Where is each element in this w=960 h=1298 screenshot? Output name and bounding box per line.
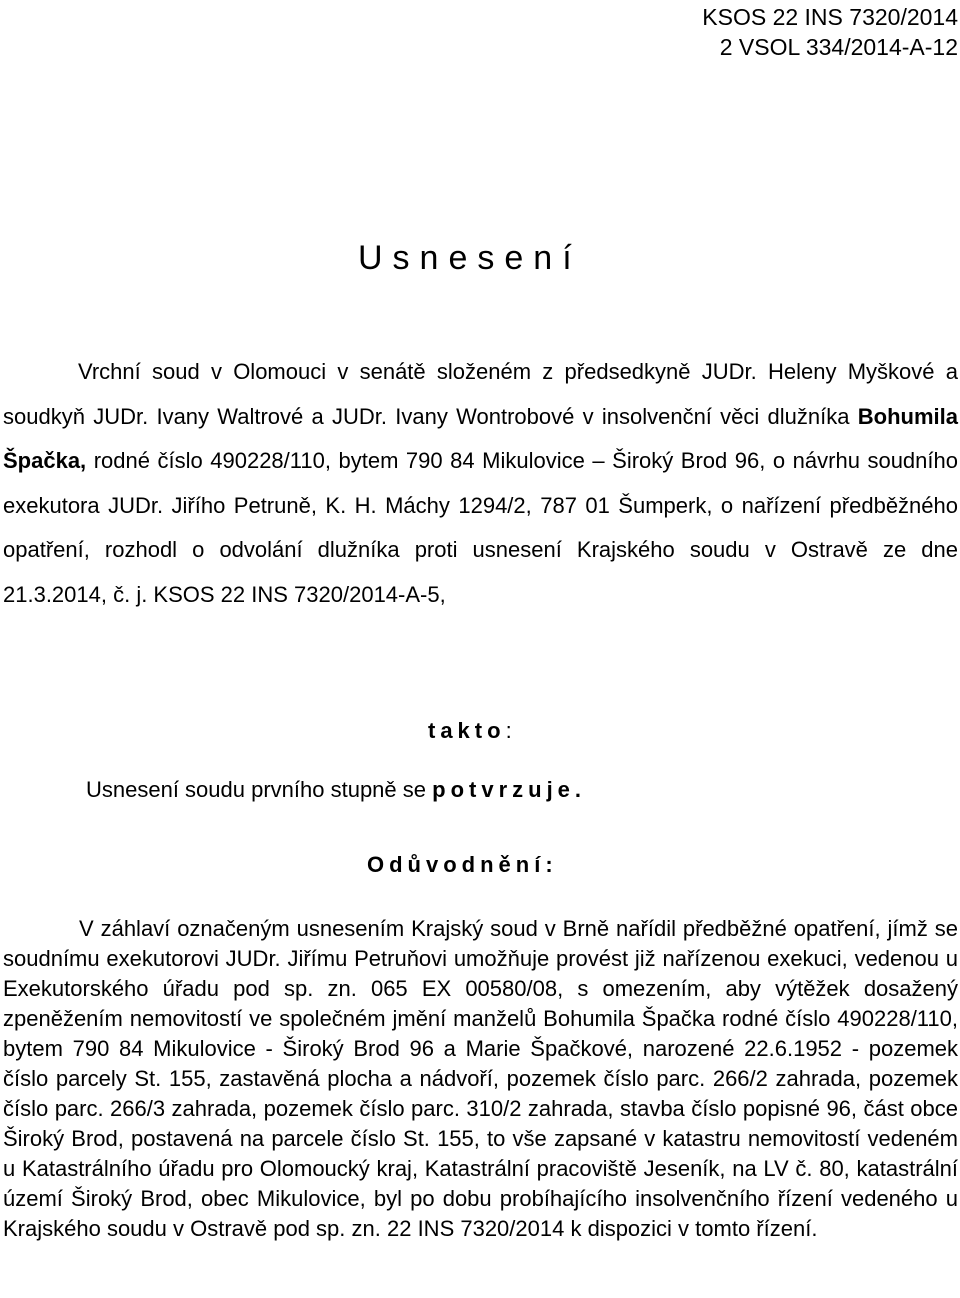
case-reference-2: 2 VSOL 334/2014-A-12	[719, 34, 958, 60]
debtor-name: Bohumila Špačka,	[3, 403, 958, 473]
intro-text-1: Vrchní soud v Olomouci v senátě složeném z předsedkyně JUDr. Heleny Myškové a soudkyň JUDr. Ivany Waltrové a JUDr. Ivany Wontrobové v insolvenční věci dlužníka	[3, 359, 958, 429]
reasoning-paragraph: V záhlaví označeným usnesením Krajský soud v Brně nařídil předběžné opatření, jímž se soudnímu exekutorovi JUDr. Jiřímu Petruňovi umožňuje provést již nařízenou exekuci, vedenou u Exekutorského úřadu pod sp. zn. 065 EX 00580/08, s omezením, aby výtěžek dosažený zpeněžením nemovitostí ve společném jmění manželů Bohumila Špačka rodné číslo 490228/110, bytem 790 84 Mikulovice - Široký Brod 96 a Marie Špačkové, narozené 22.6.1952 - pozemek číslo parcely St. 155, zastavěná plocha a nádvoří, pozemek číslo parc. 266/2 zahrada, pozemek číslo parc. 266/3 zahrada, pozemek číslo parc. 310/2 zahrada, stavba číslo popisné 96, část obce Široký Brod, postavená na parcele číslo St. 155, to vše zapsané v katastru nemovitostí vedeném u Katastrálního úřadu pro Olomoucký kraj, Katastrální pracoviště Jeseník, na LV č. 80, katastrální území Široký Brod, obec Mikulovice, byl po dobu probíhajícího insolvenčního řízení vedeného u Krajského soudu v Ostravě pod sp. zn. 22 INS 7320/2014 k dispozici v tomto řízení.	[3, 916, 958, 1241]
verdict-text: Usnesení soudu prvního stupně se	[86, 777, 433, 802]
document-title: Usnesení	[358, 239, 582, 277]
reasoning-heading: Odůvodnění:	[367, 852, 558, 877]
intro-text-2: rodné číslo 490228/110, bytem 790 84 Mikulovice – Široký Brod 96, o návrhu soudního exekutora JUDr. Jiřího Petruně, K. H. Máchy 1294/2, 787 01 Šumperk, o nařízení předběžného opatření, rozhodl o odvolání dlužníka proti usnesení Krajského soudu v Ostravě ze dne 21.3.2014, č. j. KSOS 22 INS 7320/2014-A-5,	[3, 448, 958, 607]
takto-colon: :	[505, 718, 512, 743]
verdict-line	[86, 775, 586, 805]
takto-heading	[428, 716, 512, 746]
intro-paragraph	[3, 350, 958, 617]
case-reference-1: KSOS 22 INS 7320/2014	[702, 4, 958, 30]
takto-word: takto	[428, 718, 506, 743]
verdict-emphasis: potvrzuje.	[432, 777, 587, 802]
